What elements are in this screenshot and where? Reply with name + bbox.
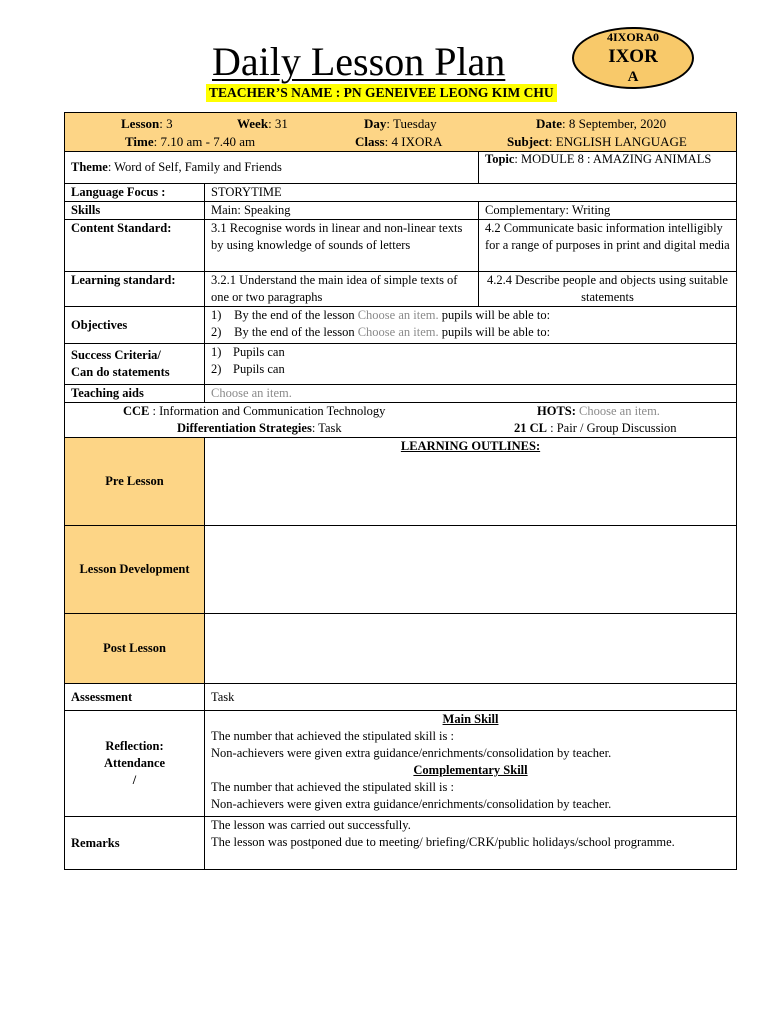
objective-item xyxy=(211,324,730,341)
main-skill-line2: Non-achievers were given extra guidance/enrichments/consolidation by teacher. xyxy=(211,746,612,760)
learning-standard-main: 3.2.1 Understand the main idea of simple texts of one or two paragraphs xyxy=(205,272,479,307)
cl21-label: 21 CL xyxy=(514,421,547,435)
info-row xyxy=(65,113,737,152)
differentiation-value: : Task xyxy=(311,421,342,435)
class-value: : 4 IXORA xyxy=(384,134,443,149)
objective-choice-dropdown[interactable]: Choose an item. xyxy=(357,325,439,339)
reflection-label-line3: / xyxy=(132,773,137,787)
time-field xyxy=(125,133,255,150)
main-skill-line1: The number that achieved the stipulated skill is : xyxy=(211,729,454,743)
complementary-skill-heading: Complementary Skill xyxy=(413,763,528,777)
class-label: Class xyxy=(355,134,385,149)
success-criteria-label-line1: Success Criteria/ xyxy=(71,348,161,362)
content-standard-complementary: 4.2 Communicate basic information intelligibly for a range of purposes in print and digital media xyxy=(479,220,737,272)
theme-label: Theme xyxy=(71,160,108,174)
theme-cell xyxy=(65,152,479,184)
assessment-label: Assessment xyxy=(65,684,205,711)
complementary-skill-line1: The number that achieved the stipulated skill is : xyxy=(211,780,454,794)
lesson-development-row xyxy=(65,526,737,614)
objective-choice-dropdown[interactable]: Choose an item. xyxy=(357,308,439,322)
skills-row xyxy=(65,202,737,220)
hots-field: HOTS: Choose an item. xyxy=(537,404,660,418)
learning-outlines-heading: LEARNING OUTLINES: xyxy=(400,439,541,453)
page-title: Daily Lesson Plan xyxy=(212,39,506,84)
remarks-row xyxy=(65,817,737,870)
badge-class-text: IXOR xyxy=(608,46,658,67)
lesson-label: Lesson xyxy=(121,116,160,131)
success-criteria-cell xyxy=(205,344,737,385)
hots-dropdown[interactable]: Choose an item. xyxy=(579,404,660,418)
date-value: : 8 September, 2020 xyxy=(562,116,667,131)
criteria-number: 1) xyxy=(211,345,222,359)
learning-standard-label: Learning standard: xyxy=(65,272,205,307)
learning-standard-complementary: 4.2.4 Describe people and objects using suitable statements xyxy=(479,272,737,307)
language-focus-row xyxy=(65,184,737,202)
objective-number: 2) xyxy=(211,325,222,339)
topic-cell xyxy=(479,152,737,184)
teaching-aids-row xyxy=(65,385,737,403)
theme-row xyxy=(65,152,737,184)
reflection-row xyxy=(65,711,737,817)
pre-lesson-label: Pre Lesson xyxy=(65,438,205,526)
language-focus-label: Language Focus : xyxy=(65,184,205,202)
skills-main: Main: Speaking xyxy=(205,202,479,220)
differentiation-label: Differentiation Strategies xyxy=(177,421,312,435)
objective-text: By the end of the lesson xyxy=(234,308,355,322)
reflection-label xyxy=(65,711,205,817)
cce-row xyxy=(65,403,737,438)
success-criteria-item xyxy=(211,344,730,361)
objectives-row xyxy=(65,307,737,344)
topic-value: : MODULE 8 : AMAZING ANIMALS xyxy=(514,152,712,166)
learning-outlines-cell[interactable] xyxy=(205,438,737,526)
skills-label: Skills xyxy=(65,202,205,220)
cce-cell xyxy=(65,403,737,438)
criteria-number: 2) xyxy=(211,362,222,376)
subject-field xyxy=(507,133,687,150)
badge-class-text-2: A xyxy=(627,69,639,85)
week-label: Week xyxy=(237,116,269,131)
subject-label: Subject xyxy=(507,134,549,149)
main-skill-heading: Main Skill xyxy=(442,712,499,726)
remarks-label: Remarks xyxy=(65,817,205,870)
lesson-development-label: Lesson Development xyxy=(65,526,205,614)
post-lesson-row xyxy=(65,614,737,684)
success-criteria-label-line2: Can do statements xyxy=(71,365,170,379)
day-field xyxy=(364,115,437,132)
cce-value: : Information and Communication Technology xyxy=(152,404,386,418)
week-value: : 31 xyxy=(268,116,288,131)
day-value: : Tuesday xyxy=(386,116,437,131)
objectives-cell xyxy=(205,307,737,344)
topic-label: Topic xyxy=(485,152,515,166)
hots-label: HOTS xyxy=(537,404,572,418)
success-criteria-label xyxy=(65,344,205,385)
class-field xyxy=(355,133,442,150)
post-lesson-cell[interactable] xyxy=(205,614,737,684)
time-label: Time xyxy=(125,134,154,149)
teacher-name: TEACHER’S NAME : PN GENEIVEE LEONG KIM CHU xyxy=(206,84,557,102)
objective-item xyxy=(211,307,730,324)
post-lesson-label: Post Lesson xyxy=(65,614,205,684)
badge-small-text: 4IXORA0 xyxy=(606,30,659,44)
week-field xyxy=(237,115,288,132)
date-field xyxy=(536,115,666,132)
reflection-cell xyxy=(205,711,737,817)
subject-value: : ENGLISH LANGUAGE xyxy=(548,134,687,149)
objective-text-end: pupils will be able to: xyxy=(441,308,551,322)
theme-value: : Word of Self, Family and Friends xyxy=(107,160,282,174)
cce-label: CCE xyxy=(123,404,150,418)
cl21-value: : Pair / Group Discussion xyxy=(550,421,677,435)
reflection-label-line1: Reflection: xyxy=(105,739,164,753)
content-standard-row xyxy=(65,220,737,272)
lesson-development-cell[interactable] xyxy=(205,526,737,614)
cl21-field xyxy=(514,420,677,437)
criteria-text: Pupils can xyxy=(233,345,285,359)
success-criteria-item xyxy=(211,361,730,378)
content-standard-label: Content Standard: xyxy=(65,220,205,272)
complementary-skill-line2: Non-achievers were given extra guidance/enrichments/consolidation by teacher. xyxy=(211,797,612,811)
day-label: Day xyxy=(364,116,387,131)
remarks-line2: The lesson was postponed due to meeting/ briefing/CRK/public holidays/school programme. xyxy=(211,835,675,849)
learning-standard-row xyxy=(65,272,737,307)
pre-lesson-row xyxy=(65,438,737,526)
lesson-value: : 3 xyxy=(159,116,173,131)
lesson-field xyxy=(121,115,173,132)
objective-number: 1) xyxy=(211,308,222,322)
remarks-cell xyxy=(205,817,737,870)
criteria-text: Pupils can xyxy=(233,362,285,376)
assessment-value: Task xyxy=(205,684,737,711)
lesson-plan-table xyxy=(64,112,737,870)
objectives-label: Objectives xyxy=(65,307,205,344)
assessment-row xyxy=(65,684,737,711)
content-standard-main: 3.1 Recognise words in linear and non-linear texts by using knowledge of sounds of letters xyxy=(205,220,479,272)
cce-field xyxy=(123,403,385,420)
class-badge xyxy=(572,27,694,89)
teaching-aids-dropdown[interactable]: Choose an item. xyxy=(205,385,737,403)
language-focus-value: STORYTIME xyxy=(205,184,737,202)
success-criteria-row xyxy=(65,344,737,385)
skills-complementary: Complementary: Writing xyxy=(479,202,737,220)
time-value: : 7.10 am - 7.40 am xyxy=(153,134,256,149)
remarks-line1: The lesson was carried out successfully. xyxy=(211,818,411,832)
differentiation-field xyxy=(177,420,342,437)
reflection-label-line2: Attendance xyxy=(103,756,166,770)
teaching-aids-label: Teaching aids xyxy=(65,385,205,403)
objective-text-end: pupils will be able to: xyxy=(441,325,551,339)
objective-text: By the end of the lesson xyxy=(234,325,355,339)
date-label: Date xyxy=(536,116,562,131)
info-cell xyxy=(65,113,737,152)
